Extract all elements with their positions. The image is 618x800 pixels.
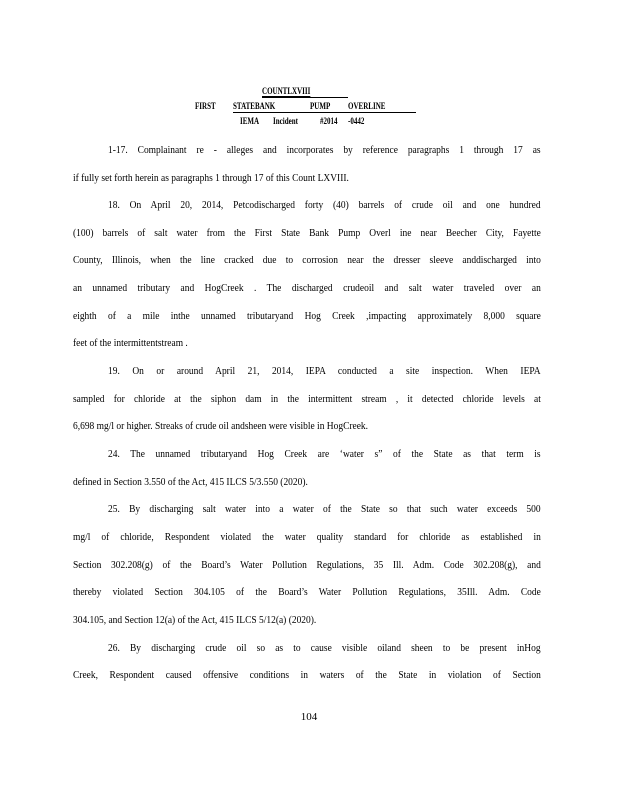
header-suffix: -0442 [348, 116, 365, 126]
paragraph-line: if fully set forth herein as paragraphs 1 through 17 of this Count LXVIII. [73, 172, 349, 184]
header-iema: IEMA [240, 116, 260, 126]
header-overline: OVERLINE [348, 101, 386, 111]
paragraph-line: 18. On April 20, 2014, Petcodischarged forty (40) barrels of crude oil and one hundred [108, 199, 541, 211]
paragraph-line: mg/l of chloride, Respondent violated the water quality standard for chloride as established in [73, 531, 541, 543]
paragraph-line: thereby violated Section 304.105 of the Board’s Water Pollution Regulations, 35Ill. Adm. Code [73, 586, 541, 598]
paragraph-line: (100) barrels of salt water from the First State Bank Pump Overl ine near Beecher City, Fayette [73, 227, 541, 239]
paragraph-line: 24. The unnamed tributaryand Hog Creek are ‘water s” of the State as that term is [108, 448, 541, 460]
paragraph-line: 6,698 mg/l or higher. Streaks of crude oil andsheen were visible in HogCreek. [73, 420, 369, 432]
paragraph-line: County, Illinois, when the line cracked due to corrosion near the dresser sleeve anddischarged into [73, 254, 541, 266]
paragraph-line: 304.105, and Section 12(a) of the Act, 415 ILCS 5/12(a) (2020). [73, 614, 317, 626]
header-row-rule [233, 112, 416, 113]
header-first: FIRST [195, 101, 216, 111]
paragraph-line: an unnamed tributary and HogCreek . The discharged crudeoil and salt water traveled over an [73, 282, 541, 294]
header-incident: Incident [273, 116, 298, 126]
header-pump: PUMP [310, 101, 331, 111]
count-title-rule [262, 97, 348, 98]
paragraph-line: feet of the intermittentstream . [73, 337, 188, 349]
paragraph-line: 25. By discharging salt water into a water of the State so that such water exceeds 500 [108, 503, 541, 515]
paragraph-line: 26. By discharging crude oil so as to cause visible oiland sheen to be present inHog [108, 642, 541, 654]
paragraph-line: Section 302.208(g) of the Board’s Water Pollution Regulations, 35 Ill. Adm. Code 302.208(g), and [73, 559, 541, 571]
paragraph-line: eighth of a mile inthe unnamed tributaryand Hog Creek ,impacting approximately 8,000 square [73, 310, 541, 322]
paragraph-line: Creek, Respondent caused offensive conditions in waters of the State in violation of Section [73, 669, 541, 681]
count-title: COUNTLXVIII [262, 86, 311, 96]
paragraph-line: sampled for chloride at the siphon dam in the intermittent stream , it detected chloride levels at [73, 393, 541, 405]
paragraph-line: 1-17. Complainant re - alleges and incorporates by reference paragraphs 1 through 17 as [108, 144, 541, 156]
paragraph-line: 19. On or around April 21, 2014, IEPA conducted a site inspection. When IEPA [108, 365, 541, 377]
header-number: #2014 [320, 116, 338, 126]
page-number: 104 [300, 711, 318, 723]
paragraph-line: defined in Section 3.550 of the Act, 415 ILCS 5/3.550 (2020). [73, 476, 308, 488]
header-statebank: STATEBANK [233, 101, 276, 111]
